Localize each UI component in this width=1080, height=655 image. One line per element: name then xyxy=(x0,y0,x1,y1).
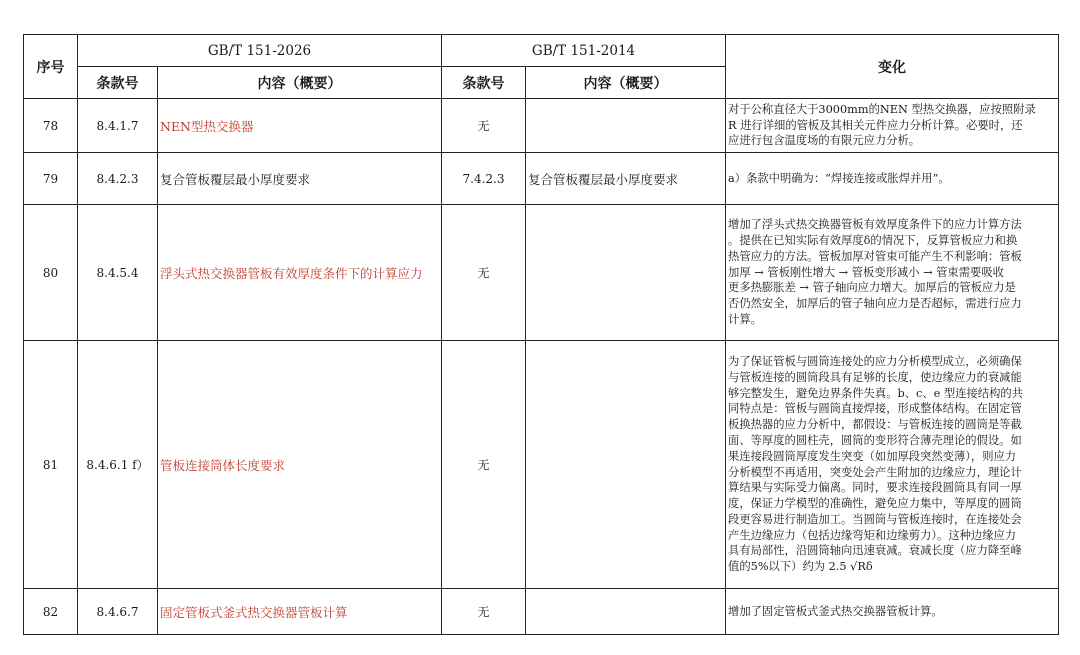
row-new-clause: 8.4.1.7 xyxy=(78,99,158,153)
change-line: a）条款中明确为：“焊接连接或胀焊并用”。 xyxy=(728,171,950,185)
change-line: 分析模型不再适用，突变处会产生附加的边缘应力，理论计 xyxy=(728,465,1022,479)
table-row xyxy=(24,341,1059,589)
row-old-content xyxy=(526,589,726,635)
change-line: 与管板连接的圆筒段具有足够的长度，使边缘应力的衰减能 xyxy=(728,370,1022,384)
change-line: 增加了固定管板式釜式热交换器管板计算。 xyxy=(728,604,943,618)
row-new-clause: 8.4.5.4 xyxy=(78,205,158,341)
change-line: 增加了浮头式热交换器管板有效厚度条件下的应力计算方法 xyxy=(728,218,1022,232)
change-line: R 进行详细的管板及其相关元件应力分析计算。必要时，还 xyxy=(728,118,1023,132)
row-old-clause: 无 xyxy=(442,99,526,153)
row-change xyxy=(726,341,1059,589)
row-new-content: 管板连接筒体长度要求 xyxy=(158,341,442,589)
row-new-content: 浮头式热交换器管板有效厚度条件下的计算应力 xyxy=(158,205,442,341)
change-line: 值的5%以下）约为 2.5 √Rδ xyxy=(728,560,873,574)
change-line: 否仍然安全，加厚后的管子轴向应力是否超标，需进行应力 xyxy=(728,297,1022,311)
row-change xyxy=(726,205,1059,341)
change-line: 同特点是：管板与圆筒直接焊接，形成整体结构。在固定管 xyxy=(728,402,1022,416)
change-line: 果连接段圆筒厚度发生突变（如加厚段突然变薄），则应力 xyxy=(728,449,1017,463)
header-new-clause: 条款号 xyxy=(78,67,158,99)
row-new-clause: 8.4.2.3 xyxy=(78,153,158,205)
change-line: 度，保证力学模型的准确性，避免应力集中，等厚度的圆筒 xyxy=(728,497,1022,511)
header-new-standard: GB/T 151-2026 xyxy=(78,35,442,67)
change-line: 算结果与实际受力偏离。同时，要求连接段圆筒具有同一厚 xyxy=(728,481,1022,495)
row-seq: 79 xyxy=(24,153,78,205)
row-new-content: 复合管板覆层最小厚度要求 xyxy=(158,153,442,205)
row-old-clause: 无 xyxy=(442,589,526,635)
row-seq: 80 xyxy=(24,205,78,341)
change-line: 为了保证管板与圆筒连接处的应力分析模型成立，必须确保 xyxy=(728,354,1022,368)
row-change xyxy=(726,589,1059,635)
change-line: 板换热器的应力分析中，都假设：与管板连接的圆筒是等截 xyxy=(728,418,1022,432)
row-new-clause: 8.4.6.1 f） xyxy=(78,341,158,589)
row-old-content xyxy=(526,341,726,589)
table-row xyxy=(24,589,1059,635)
header-seq: 序号 xyxy=(24,35,78,99)
change-line: 够完整发生，避免边界条件失真。b、c、e 型连接结构的共 xyxy=(728,386,1023,400)
change-line: 应进行包含温度场的有限元应力分析。 xyxy=(728,134,921,148)
table-row xyxy=(24,205,1059,341)
row-change xyxy=(726,99,1059,153)
row-old-clause: 无 xyxy=(442,205,526,341)
change-line: 具有局部性，沿圆筒轴向迅速衰减。衰减长度（应力降至峰 xyxy=(728,544,1022,558)
change-line: 面、等厚度的圆柱壳，圆筒的变形符合薄壳理论的假设。如 xyxy=(728,433,1022,447)
row-change xyxy=(726,153,1059,205)
row-old-content xyxy=(526,99,726,153)
header-old-clause: 条款号 xyxy=(442,67,526,99)
row-new-content: NEN型热交换器 xyxy=(158,99,442,153)
change-line: 对于公称直径大于3000mm的NEN 型热交换器，应按照附录 xyxy=(728,102,1036,116)
change-line: 段更容易进行制造加工。当圆筒与管板连接时，在连接处会 xyxy=(728,512,1022,526)
row-old-clause: 7.4.2.3 xyxy=(442,153,526,205)
row-new-content: 固定管板式釜式热交换器管板计算 xyxy=(158,589,442,635)
change-line: 更多热膨胀差 → 管子轴向应力增大。加厚后的管板应力是 xyxy=(728,281,1016,295)
row-seq: 78 xyxy=(24,99,78,153)
header-old-standard: GB/T 151-2014 xyxy=(442,35,726,67)
change-line: 产生边缘应力（包括边缘弯矩和边缘剪力）。这种边缘应力 xyxy=(728,528,1017,542)
header-new-content: 内容（概要） xyxy=(158,67,442,99)
header-old-content: 内容（概要） xyxy=(526,67,726,99)
comparison-table xyxy=(23,34,1059,635)
table-row xyxy=(24,99,1059,153)
change-line: 计算。 xyxy=(728,312,762,326)
change-line: 热管应力的方法。管板加厚对管束可能产生不利影响：管板 xyxy=(728,249,1022,263)
header-change: 变化 xyxy=(726,35,1059,99)
change-line: 加厚 → 管板刚性增大 → 管板变形减小 → 管束需要吸收 xyxy=(728,265,1004,279)
row-old-content: 复合管板覆层最小厚度要求 xyxy=(526,153,726,205)
row-seq: 82 xyxy=(24,589,78,635)
row-old-clause: 无 xyxy=(442,341,526,589)
change-line: 。提供在已知实际有效厚度δ的情况下，反算管板应力和换 xyxy=(728,234,1018,247)
table-row xyxy=(24,153,1059,205)
row-seq: 81 xyxy=(24,341,78,589)
row-old-content xyxy=(526,205,726,341)
row-new-clause: 8.4.6.7 xyxy=(78,589,158,635)
